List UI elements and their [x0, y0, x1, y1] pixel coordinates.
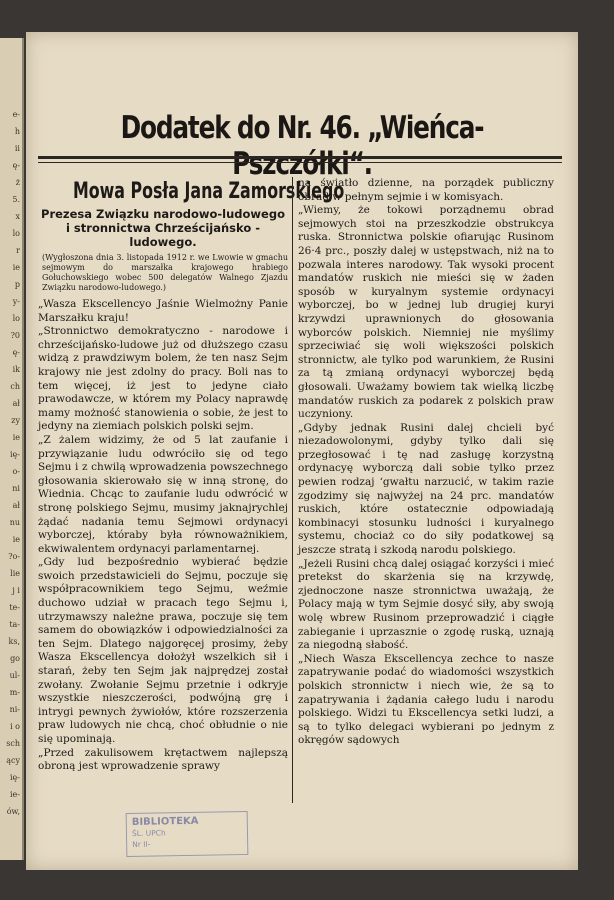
paragraph: „Gdy lud bezpośrednio wybierać będzie swoich przedstawicieli do Sejmu, poczuje się współpracownikiem tego Sejmu, weźmie duchowo udział w pracach tego Sejmu i, utrzymawszy należne prawa, poczuje się tem samem do obowiązków i odpowiedzialności za ten Sejm. Dlatego najgoręcej prosimy, żeby Wasza Ekscellencya dołożył wszelkich sił i starań, żeby ten Sejm jak najprędzej został zwołany. Zwołanie Sejmu przetnie i odkryje wszystkie nieszczerości, podwójną grę i intrygi pewnych żywiołów, które rozszerzenia praw ludowych nie chcą, choć obłudnie o nie się upominają. — [38, 556, 288, 745]
prev-page-fragment: ta- — [9, 620, 20, 629]
prev-page-fragment: lo — [12, 229, 20, 238]
prev-page-fragment: go — [10, 654, 20, 663]
prev-page-fragment: ?0 — [10, 331, 20, 340]
prev-page-fragment: ni- — [9, 705, 20, 714]
prev-page-fragment: j i — [12, 586, 20, 595]
paragraph: „Z żalem widzimy, że od 5 lat zaufanie i przywiązanie ludu odwróciło się od tego Sejmu i z chwilą wprowadzenia powszechnego głosowania skierowało się w inną stronę, do Wiednia. Chcąc to zaufanie ludu odwrócić w stronę polskiego Sejmu, musimy jaknajrychlej żądać nadania temu Sejmowi ordynacyi wyborczej, któraby była równoważnikiem, ekwiwalentem ordynacyi parlamentarnej. — [38, 433, 288, 555]
prev-page-fragment: ch — [10, 382, 20, 391]
prev-page-fragment: i o — [10, 722, 20, 731]
column-divider — [292, 177, 293, 803]
prev-page-fragment: p — [14, 280, 20, 289]
prev-page-fragment: ący — [6, 756, 20, 765]
paragraph: „Niech Wasza Ekscellencya zechce to nasze zapatrywanie podać do wiadomości wszystkich polskich stronnictw i niech wie, że są to zapatrywania i żądania całego ludu i narodu polskiego. Widzi tu Ekscellencya setki ludzi, a są to tylko delegaci wybierani po jednym z okręgów sądowych — [298, 652, 554, 747]
prev-page-fragment: ał — [12, 501, 20, 510]
prev-page-fragment: ię- — [10, 450, 20, 459]
prev-page-fragment: r — [16, 246, 20, 255]
prev-page-fragment: ie- — [10, 790, 20, 799]
prev-page-fragment: lo — [12, 314, 20, 323]
article-note: (Wygłoszona dnia 3. listopada 1912 r. we Lwowie w gmachu sejmowym do marszałka krajowego hrabiego Gołuchowskiego wobec 500 delegatów Walnego Zjazdu Związku narodowo-ludowego.) — [42, 253, 288, 292]
article-subtitle: Prezesa Związku narodowo-ludowego i stronnictwa Chrześcijańsko - ludowego. — [41, 207, 285, 249]
paragraph: „Stronnictwo demokratyczno - narodowe i chrześcijańsko-ludowe już od dłuższego czasu widzą z prawdziwym bolem, że ten nasz Sejm krajowy nie jest zdolny do pracy. Boli nas to tem więcej, iż jest to jedyne ciało prawodawcze, w którem my Polacy naprawdę mamy możność stanowienia o sobie, że jest to jedyny na ziemiach polskich polski sejm. — [38, 325, 288, 433]
right-column — [298, 177, 554, 817]
paragraph: na światło dzienne, na porządek publiczny obrad w pełnym sejmie i w komisyach. — [298, 177, 554, 203]
prev-page-fragment: m- — [9, 688, 20, 697]
library-stamp — [126, 811, 249, 857]
prev-page-fragment: h — [14, 127, 20, 136]
prev-page-fragment: y- — [12, 297, 20, 306]
prev-page-fragment: sch — [6, 739, 20, 748]
prev-page-fragment: ę- — [12, 161, 20, 170]
prev-page-fragment: ę- — [12, 348, 20, 357]
prev-page-fragment: nu — [9, 518, 20, 527]
header-rule-thick — [38, 156, 562, 159]
left-column — [38, 177, 345, 817]
prev-page-fragment: ?o- — [8, 552, 20, 561]
stamp-line: Nr II- — [132, 839, 151, 849]
prev-page-fragment: zy — [11, 416, 20, 425]
prev-page-fragment: ie — [12, 433, 20, 442]
stamp-line: BIBLIOTEKA — [131, 815, 199, 828]
newspaper-page — [26, 32, 578, 870]
paragraph: „Wiemy, że tokowi porządnemu obrad sejmowych stoi na przeszkodzie obstrukcya ruska. Stronnictwa polskie ofiarując Rusinom 26·4 prc., poszły dalej w ustępstwach, niż na to pozwala interes narodowy. Tak wysoki procent mandatów ruskich nie mieści się w żaden sposób w kuryalnym systemie ordynacyi wyborczej, bo w jednej lub drugiej kuryi krzywdzi uprawnionych do głosowania wyborców polskich. Niemniej nie myślimy sprzeciwiać się woli większości polskich stronnictw, ale tylko pod warunkiem, że Rusini za tą zmianą ordynacyi wyborczej będą głosowali. Uważamy bowiem tak wielką liczbę mandatów ruskich za podarek z polskich praw uczyniony. — [298, 204, 554, 421]
prev-page-fragment: ż — [15, 178, 20, 187]
header-rule-thin — [38, 162, 562, 163]
prev-page-fragment: ii — [14, 144, 20, 153]
prev-page-fragment: ks, — [8, 637, 20, 646]
stamp-line: ŚL. UPCh — [131, 828, 166, 838]
paragraph: „Przed zakulisowem krętactwem najlepszą obroną jest wprowadzenie sprawy — [38, 746, 288, 773]
prev-page-fragment: te- — [9, 603, 20, 612]
page-header: Dodatek do Nr. 46. „Wieńca-Pszczółki“. — [120, 110, 484, 182]
prev-page-fragment: ik — [12, 365, 20, 374]
prev-page-fragment: ie — [12, 535, 20, 544]
prev-page-fragment: ów, — [6, 807, 20, 816]
article-title: Mowa Posła Jana Zamorskiego — [73, 179, 345, 204]
prev-page-fragment: ul- — [9, 671, 20, 680]
paragraph: „Gdyby jednak Rusini dalej chcieli być niezadowolonymi, gdyby tylko dali się przegłosować i tę nad zasługę korzystną ordynacyę wyborczą dali sobie tylko przez pewien rodzaj ‘gwałtu narzucić, w takim razie zgodzimy się najwyżej na 24 prc. mandatów ruskich, które ostatecznie odpowiadają kombinacyi stosunku ludności i kuryalnego systemu, chociaż co do siły podatkowej są jeszcze stratą i szkodą narodu polskiego. — [298, 421, 554, 557]
prev-page-fragment: o- — [12, 467, 20, 476]
paragraph: „Jeżeli Rusini chcą dalej osiągać korzyści i mieć pretekst do skarżenia się na krzywdę, zjednoczone nasze stronnictwa uważają, że Polacy mają w tym Sejmie dosyć siły, aby swoją wolę wbrew Rusinom przeprowadzić i ciągłe zabieganie i uprzasznie o zgodę ruską, uznają za niegodną słabość. — [298, 557, 554, 652]
prev-page-fragment: 5. — [12, 195, 20, 204]
prev-page-fragment: e- — [12, 110, 20, 119]
prev-page-fragment: lie — [10, 569, 20, 578]
prev-page-fragment: ię- — [10, 773, 20, 782]
previous-page-edge — [0, 38, 24, 860]
prev-page-fragment: ał — [12, 399, 20, 408]
prev-page-fragment: ni — [12, 484, 20, 493]
paragraph: „Wasza Ekscellencyo Jaśnie Wielmożny Panie Marszałku kraju! — [38, 298, 288, 324]
prev-page-fragment: ie — [12, 263, 20, 272]
prev-page-fragment: x — [15, 212, 20, 221]
